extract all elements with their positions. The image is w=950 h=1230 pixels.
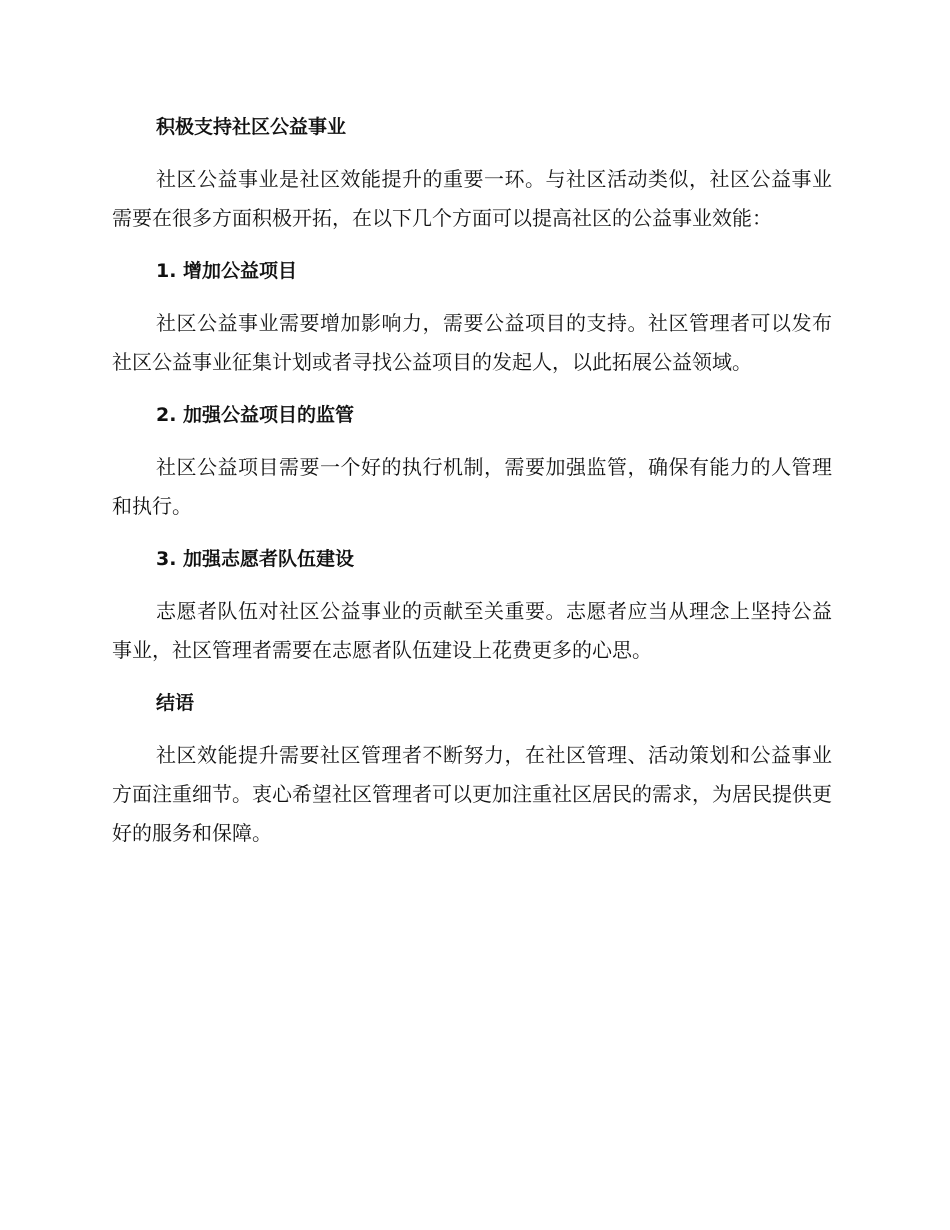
- document-page: [112, 108, 832, 867]
- conclusion-paragraph: 社区效能提升需要社区管理者不断努力，在社区管理、活动策划和公益事业方面注重细节。衷心希望社区管理者可以更加注重社区居民的需求，为居民提供更好的服务和保障。: [112, 743, 832, 845]
- item-3-heading: 3. 加强志愿者队伍建设: [156, 548, 355, 570]
- item-3-paragraph: 志愿者队伍对社区公益事业的贡献至关重要。志愿者应当从理念上坚持公益事业，社区管理者需要在志愿者队伍建设上花费更多的心思。: [112, 599, 832, 662]
- item-2-heading: 2. 加强公益项目的监管: [156, 404, 355, 426]
- intro-paragraph: 社区公益事业是社区效能提升的重要一环。与社区活动类似，社区公益事业需要在很多方面积极开拓，在以下几个方面可以提高社区的公益事业效能：: [112, 167, 832, 230]
- conclusion-title: 结语: [156, 692, 195, 714]
- item-2-paragraph: 社区公益项目需要一个好的执行机制，需要加强监管，确保有能力的人管理和执行。: [112, 455, 832, 518]
- section-title: 积极支持社区公益事业: [156, 116, 347, 138]
- item-1-heading: 1. 增加公益项目: [156, 260, 298, 282]
- item-1-paragraph: 社区公益事业需要增加影响力，需要公益项目的支持。社区管理者可以发布社区公益事业征集计划或者寻找公益项目的发起人，以此拓展公益领域。: [112, 311, 832, 374]
